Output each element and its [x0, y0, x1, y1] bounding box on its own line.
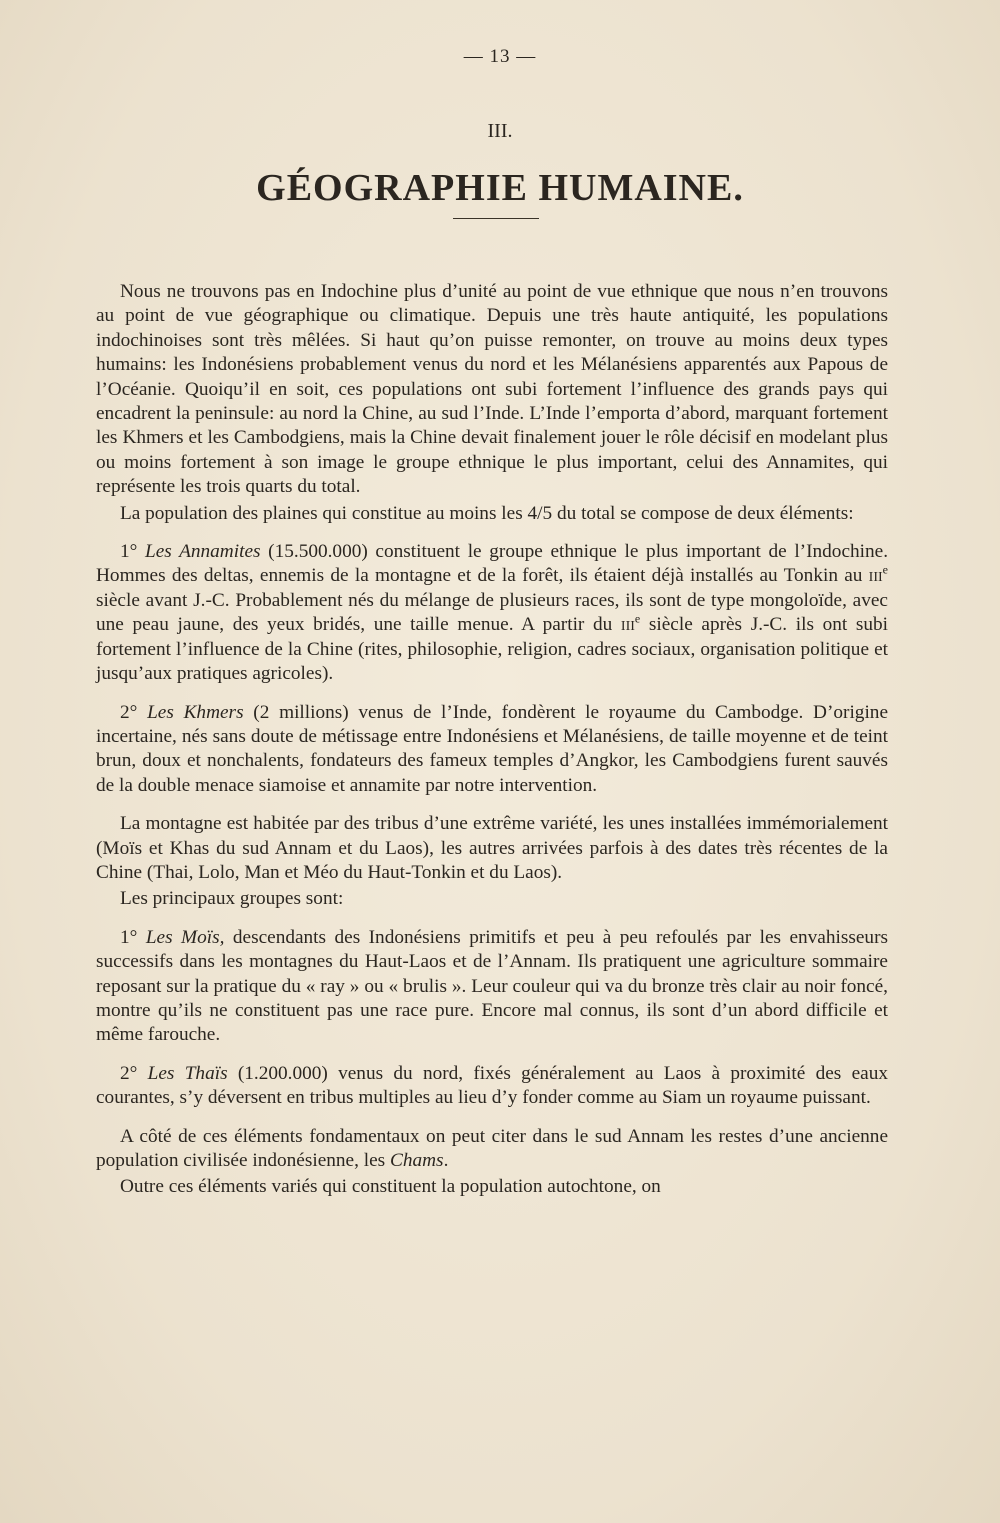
paragraph-outre: Outre ces éléments variés qui constituent la population autochtone, on	[120, 1176, 661, 1198]
page-title: GÉOGRAPHIE HUMAINE.	[256, 167, 744, 209]
paragraph-mountain: La montagne est habitée par des tribus d’une extrême variété, les unes installées immémorialement (Moïs et Khas du sud Annam et du Laos), les autres arrivées parfois à des dates très récentes de la Chine (Thai, Lolo, Man et Méo du Haut-Tonkin et du Laos).	[96, 813, 888, 883]
paragraph-intro: Nous ne trouvons pas en Indochine plus d’unité au point de vue ethnique que nous n’en trouvons au point de vue géographique ou climatique. Depuis une très haute antiquité, les populations indochinoises sont très mêlées. Si haut qu’on puisse remonter, on trouve au moins deux types humains: les Indonésiens probablement venus du nord et les Mélanésiens apparentés aux Papous de l’Océanie. Quoiqu’il en soit, ces populations ont subi fortement l’influence des grands pays qui encadrent la peninsule: au nord la Chine, au sud l’Inde. L’Inde l’emporta d’abord, marquant fortement les Khmers et les Cambodgiens, mais la Chine devait finalement jouer le rôle décisif en modelant plus ou moins fortement à son image le groupe ethnique le plus important, celui des Annamites, qui représente les trois quarts du total.	[96, 281, 888, 498]
paragraph-chams: A côté de ces éléments fondamentaux on peut citer dans le sud Annam les restes d’une ancienne population civilisée indonésienne, les Chams.	[96, 1125, 888, 1171]
page-number: — 13 —	[463, 46, 537, 67]
paragraph-thais: 2° Les Thaïs (1.200.000) venus du nord, fixés généralement au Laos à proximité des eaux courantes, s’y déversent en tribus multiples au lieu d’y fonder comme au Siam un royaume puissant.	[96, 1062, 888, 1109]
title-rule	[453, 218, 539, 219]
paragraph-khmers: 2° Les Khmers (2 millions) venus de l’Inde, fondèrent le royaume du Cambodge. D’origine incertaine, nés sans doute de métissage entre Indonésiens et Mélanésiens, de taille moyenne et de teint brun, doux et nonchalents, fondateurs des fameux temples d’Angkor, les Cambodgiens furent sauvés de la double menace siamoise et annamite par notre intervention.	[96, 701, 889, 796]
paragraph-groups: Les principaux groupes sont:	[120, 888, 344, 910]
section-number: III.	[487, 120, 513, 142]
body-text	[96, 280, 888, 1200]
paragraph-plains: La population des plaines qui constitue au moins les 4/5 du total se compose de deux éléments:	[120, 502, 854, 524]
paragraph-mois: 1° Les Moïs, descendants des Indonésiens primitifs et peu à peu refoulés par les envahisseurs successifs dans les montagnes du Haut-Laos et de l’Annam. Ils pratiquent une agriculture sommaire reposant sur la pratique du « ray » ou « brulis ». Leur couleur qui va du bronze très clair au noir foncé, montre qu’ils ne constituent pas une race pure. Encore mal connus, ils sont d’un abord difficile et même farouche.	[96, 926, 888, 1046]
paragraph-annamites: 1° Les Annamites (15.500.000) constituent le groupe ethnique le plus important de l’Indochine. Hommes des deltas, ennemis de la montagne et de la forêt, ils étaient déjà installés au Tonkin au iii$^e$ siècle avant J.-C. Probablement nés du mélange de plusieurs races, ils sont de type mongoloïde, avec une peau jaune, des yeux bridés, une taille menue. A partir du iii$^e$ siècle après J.-C. ils ont subi fortement l’influence de la Chine (rites, philosophie, religion, cadres sociaux, organisation politique et jusqu’aux pratiques agricoles).	[96, 541, 889, 685]
